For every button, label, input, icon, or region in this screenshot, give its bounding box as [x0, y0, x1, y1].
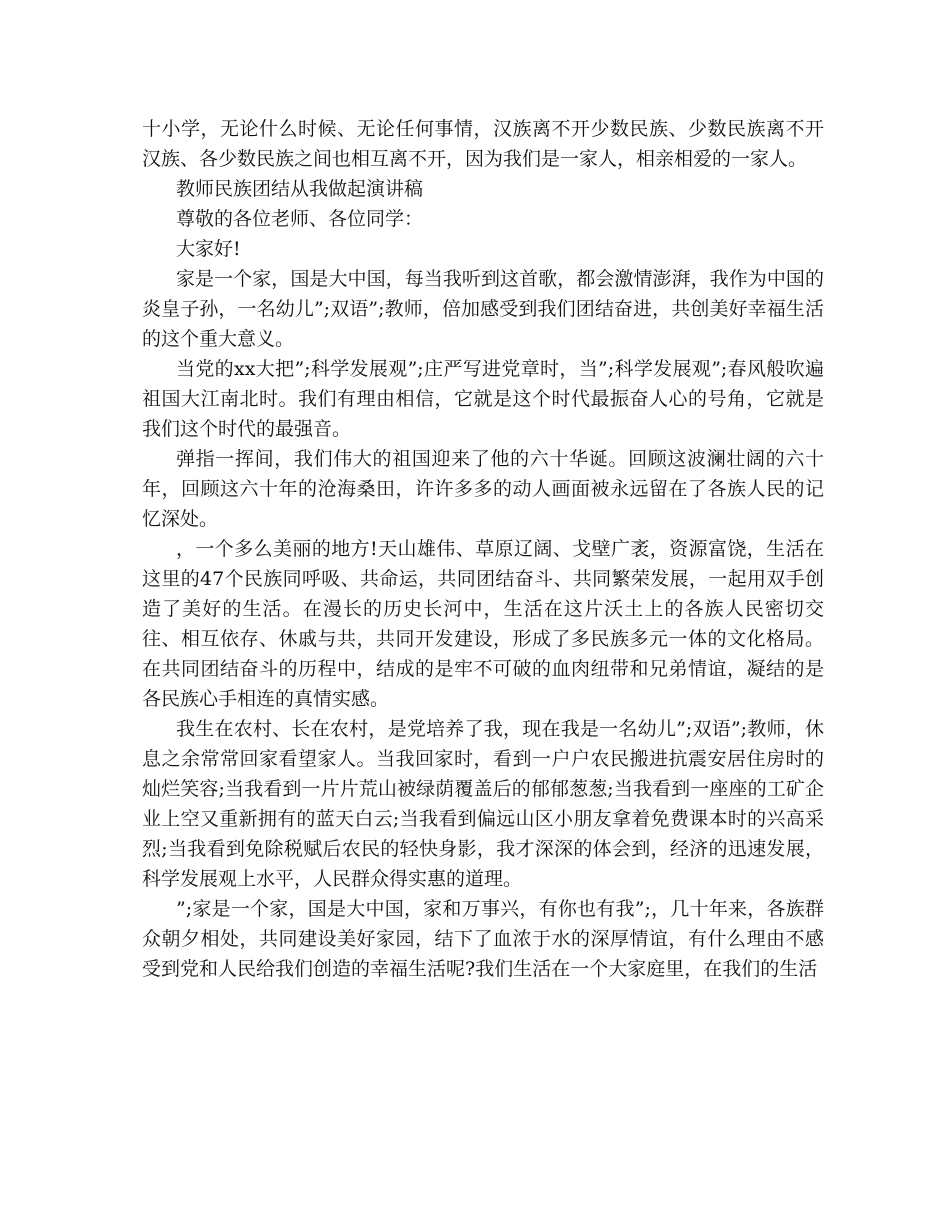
paragraph-1: 十小学，无论什么时候、无论任何事情，汉族离不开少数民族、少数民族离不开汉族、各少数民族之间也相互离不开，因为我们是一家人，相亲相爱的一家人。 — [142, 118, 824, 170]
speech-title: 教师民族团结从我做起演讲稿 — [176, 178, 424, 200]
greeting: 大家好! — [176, 238, 241, 260]
salutation: 尊敬的各位老师、各位同学： — [176, 208, 424, 230]
paragraph-7: 弹指一挥间，我们伟大的祖国迎来了他的六十华诞。回顾这波澜壮阔的六十年，回顾这六十年的沧海桑田，许许多多的动人画面被永远留在了各族人民的记忆深处。 — [142, 448, 824, 530]
paragraph-6: 当党的xx大把”;科学发展观”;庄严写进党章时，当”;科学发展观”;春风般吹遍祖国大江南北时。我们有理由相信，它就是这个时代最振奋人心的号角，它就是我们这个时代的最强音。 — [142, 358, 824, 440]
paragraph-10: ”;家是一个家，国是大中国，家和万事兴，有你也有我”;，几十年来，各族群众朝夕相处，共同建设美好家园，结下了血浓于水的深厚情谊，有什么理由不感受到党和人民给我们创造的幸福生活呢?我们生活在一个大家庭里，在我们的生活 — [142, 898, 824, 980]
paragraph-5: 家是一个家，国是大中国，每当我听到这首歌，都会激情澎湃，我作为中国的炎皇子孙，一名幼儿”;双语”;教师，倍加感受到我们团结奋进，共创美好幸福生活的这个重大意义。 — [142, 268, 824, 350]
paragraph-9: 我生在农村、长在农村，是党培养了我，现在我是一名幼儿”;双语”;教师，休息之余常常回家看望家人。当我回家时，看到一户户农民搬进抗震安居住房时的灿烂笑容;当我看到一片片荒山被绿荫覆盖后的郁郁葱葱;当我看到一座座的工矿企业上空又重新拥有的蓝天白云;当我看到偏远山区小朋友拿着免费课本时的兴高采烈;当我看到免除税赋后农民的轻快身影，我才深深的体会到，经济的迅速发展，科学发展观上水平，人民群众得实惠的道理。 — [142, 718, 824, 890]
document-body — [142, 114, 824, 984]
paragraph-8: ，一个多么美丽的地方!天山雄伟、草原辽阔、戈壁广袤，资源富饶，生活在这里的47个民族同呼吸、共命运，共同团结奋斗、共同繁荣发展，一起用双手创造了美好的生活。在漫长的历史长河中，生活在这片沃土上的各族人民密切交往、相互依存、休戚与共，共同开发建设，形成了多民族多元一体的文化格局。在共同团结奋斗的历程中，结成的是牢不可破的血肉纽带和兄弟情谊，凝结的是各民族心手相连的真情实感。 — [142, 538, 824, 710]
